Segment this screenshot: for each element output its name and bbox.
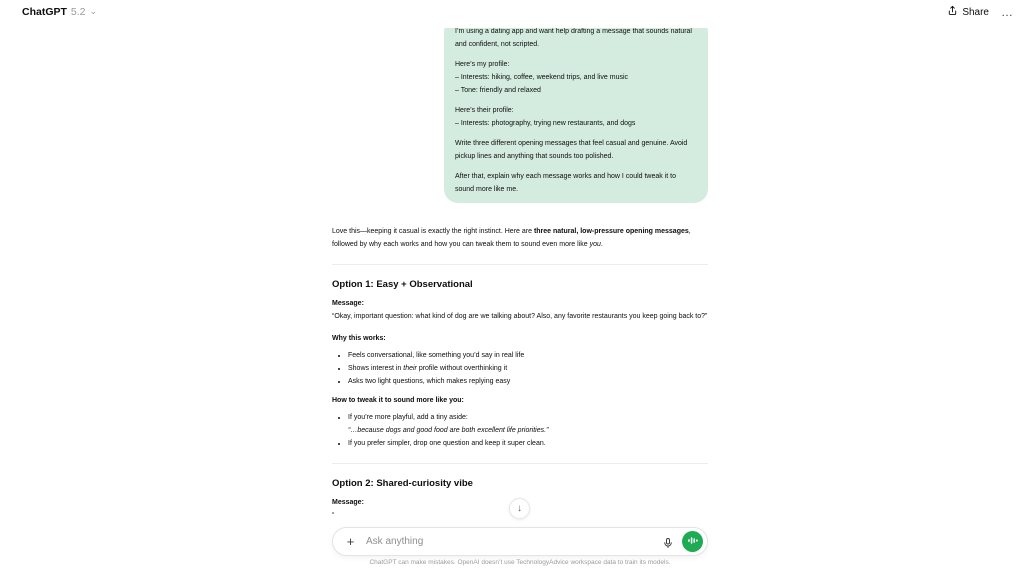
user-paragraph bbox=[455, 104, 697, 130]
list-item: • If you prefer simpler, drop one question and keep it super clean. bbox=[348, 437, 708, 450]
message-composer bbox=[332, 527, 708, 556]
assistant-intro bbox=[332, 225, 708, 251]
bullet-text: • If you’re more playful, add a tiny aside: bbox=[348, 414, 468, 421]
intro-text: . bbox=[600, 241, 603, 248]
user-paragraph: Write three different opening messages that feel casual and genuine. Avoid pickup lines and anything that sounds too polished. bbox=[455, 140, 688, 160]
tweak-list bbox=[332, 411, 708, 450]
why-this-works-list bbox=[332, 349, 708, 388]
app-title: ChatGPT bbox=[22, 6, 67, 18]
user-line: – Tone: friendly and relaxed bbox=[455, 87, 541, 94]
user-line: – Interests: hiking, coffee, weekend trips, and live music bbox=[455, 74, 629, 81]
share-icon bbox=[947, 5, 958, 19]
user-paragraph bbox=[455, 58, 697, 97]
option2-message-partial: “ bbox=[332, 512, 335, 519]
section-divider bbox=[332, 463, 708, 464]
chevron-down-icon: ⌄ bbox=[89, 5, 98, 16]
dictate-button[interactable] bbox=[662, 536, 674, 548]
intro-text: , followed by why each works and how you can tweak them to sound even more like bbox=[332, 228, 691, 248]
user-line: – Interests: photography, trying new restaurants, and dogs bbox=[455, 120, 636, 127]
disclaimer-text: ChatGPT can make mistakes. OpenAI doesn’t use TechnologyAdvice workspace data to train its models. bbox=[369, 559, 671, 566]
message-label: Message: bbox=[332, 300, 364, 307]
share-label: Share bbox=[962, 6, 989, 18]
tweak-label: How to tweak it to sound more like you: bbox=[332, 397, 464, 404]
user-line: Here’s their profile: bbox=[455, 107, 514, 114]
conversation bbox=[332, 0, 708, 522]
intro-bold-text: three natural, low-pressure opening messages bbox=[533, 228, 689, 235]
voice-mode-button[interactable] bbox=[682, 531, 703, 552]
list-item: • Feels conversational, like something you’d say in real life bbox=[348, 349, 708, 362]
header-actions bbox=[947, 5, 1014, 19]
list-item bbox=[348, 362, 708, 375]
user-paragraph: I’m using a dating app and want help drafting a message that sounds natural and confident, not scripted. bbox=[455, 28, 692, 48]
more-options-button[interactable]: … bbox=[1001, 5, 1014, 19]
bullet-text: Shows interest in bbox=[348, 365, 404, 372]
model-version: 5.2 bbox=[70, 6, 86, 18]
option1-heading: Option 1: Easy + Observational bbox=[332, 279, 473, 290]
bullet-italic-text: their bbox=[403, 365, 417, 372]
assistant-message bbox=[332, 225, 708, 522]
option1-message-text: “Okay, important question: what kind of dog are we talking about? Also, any favorite restaurants you keep going back to?” bbox=[332, 313, 708, 320]
user-paragraph: After that, explain why each message works and how I could tweak it to sound more like me. bbox=[455, 173, 677, 193]
option2-heading: Option 2: Shared-curiosity vibe bbox=[332, 478, 473, 489]
list-item bbox=[348, 411, 708, 437]
attach-button[interactable] bbox=[344, 535, 357, 548]
list-item: • Asks two light questions, which makes replying easy bbox=[348, 375, 708, 388]
voice-waveform-icon bbox=[687, 533, 698, 551]
intro-italic-text: you bbox=[589, 241, 601, 248]
arrow-down-icon: ↓ bbox=[517, 503, 522, 514]
top-bar bbox=[0, 0, 1024, 28]
share-button[interactable] bbox=[947, 5, 989, 19]
bullet-quote-text: “…because dogs and good food are both excellent life priorities.” bbox=[348, 427, 549, 434]
microphone-icon bbox=[662, 536, 674, 553]
message-label: Message: bbox=[332, 499, 364, 506]
chat-input[interactable] bbox=[366, 536, 662, 547]
plus-icon: + bbox=[346, 534, 355, 549]
section-divider bbox=[332, 264, 708, 265]
scroll-to-bottom-button[interactable] bbox=[509, 498, 530, 519]
model-selector[interactable] bbox=[22, 6, 97, 18]
intro-text: Love this—keeping it casual is exactly the right instinct. Here are bbox=[332, 228, 534, 235]
user-message-bubble bbox=[444, 18, 708, 203]
why-this-works-label: Why this works: bbox=[332, 335, 386, 342]
user-line: Here’s my profile: bbox=[455, 61, 510, 68]
bullet-text: profile without overthinking it bbox=[416, 365, 508, 372]
